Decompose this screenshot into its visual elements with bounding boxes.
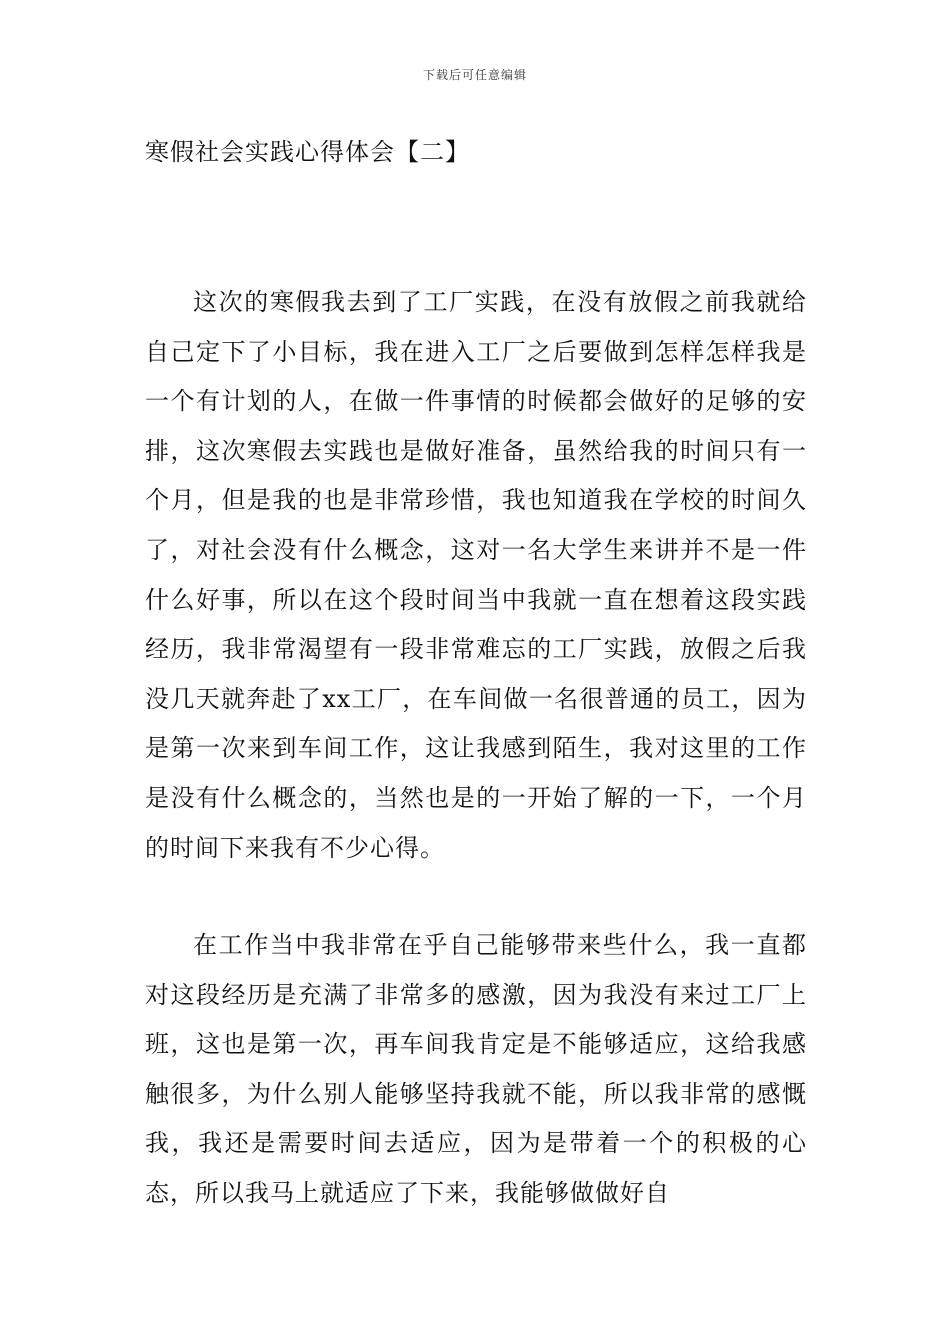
header-note: 下载后可任意编辑 [422, 68, 527, 82]
paragraph-1: 这次的寒假我去到了工厂实践，在没有放假之前我就给自己定下了小目标，我在进入工厂之后要做到怎样怎样我是一个有计划的人，在做一件事情的时候都会做好的足够的安排，这次寒假去实践也是做好准备，虽然给我的时间只有一个月，但是我的也是非常珍惜，我也知道我在学校的时间久了，对社会没有什么概念，这对一名大学生来讲并不是一件什么好事，所以在这个段时间当中我就一直在想着这段实践经历，我非常渴望有一段非常难忘的工厂实践，放假之后我没几天就奔赴了xx工厂，在车间做一名很普通的员工，因为是第一次来到车间工作，这让我感到陌生，我对这里的工作是没有什么概念的，当然也是的一开始了解的一下，一个月的时间下来我有不少心得。 [145, 288, 807, 862]
document-title: 寒假社会实践心得体会【二】 [145, 138, 470, 166]
paragraph-2: 在工作当中我非常在乎自己能够带来些什么，我一直都对这段经历是充满了非常多的感激，因为我没有来过工厂上班，这也是第一次，再车间我肯定是不能够适应，这给我感触很多，为什么别人能够坚持我就不能，所以我非常的感慨我，我还是需要时间去适应，因为是带着一个的积极的心态，所以我马上就适应了下来，我能够做做好自 [145, 931, 807, 1207]
